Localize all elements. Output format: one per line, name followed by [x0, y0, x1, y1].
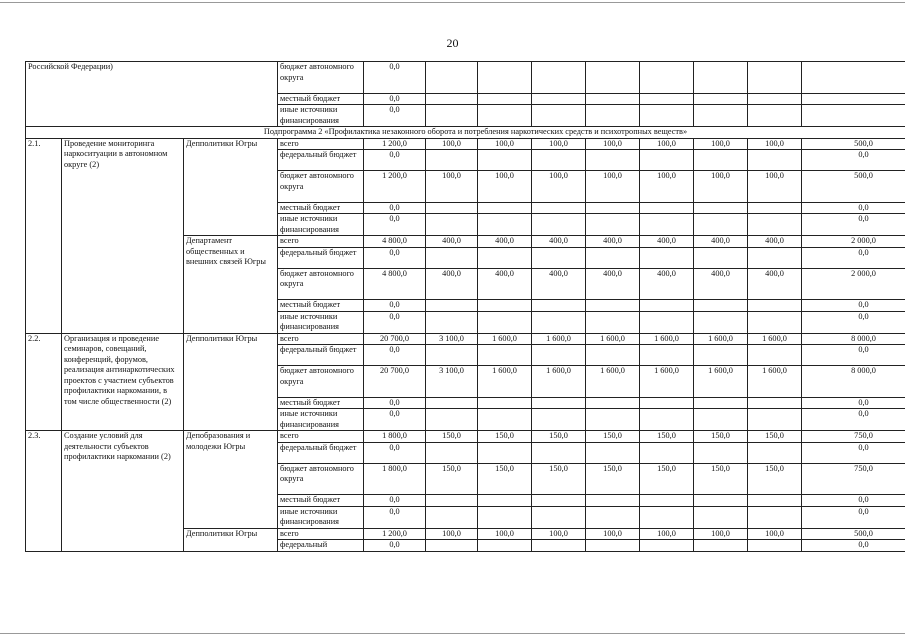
- amount-cell: [532, 442, 586, 463]
- amount-cell: 3 100,0: [426, 366, 478, 398]
- amount-cell: [748, 345, 802, 366]
- amount-cell: 100,0: [532, 138, 586, 150]
- funding-source: бюджет автономного округа: [278, 463, 364, 495]
- amount-cell: [478, 202, 532, 214]
- table-row: [26, 138, 905, 150]
- amount-cell: [426, 202, 478, 214]
- amount-cell: 100,0: [640, 528, 694, 540]
- amount-cell: [640, 300, 694, 312]
- amount-cell: 3 100,0: [426, 333, 478, 345]
- executor-name: Депполитики Югры: [184, 138, 278, 236]
- amount-cell: [694, 540, 748, 552]
- amount-cell: [532, 311, 586, 333]
- amount-cell: 150,0: [586, 463, 640, 495]
- amount-cell: [586, 202, 640, 214]
- amount-cell: 400,0: [640, 236, 694, 248]
- amount-cell: 100,0: [694, 528, 748, 540]
- amount-cell: 100,0: [426, 528, 478, 540]
- funding-source: всего: [278, 138, 364, 150]
- amount-cell: [426, 105, 478, 127]
- amount-cell: [532, 93, 586, 105]
- amount-cell: 150,0: [478, 431, 532, 443]
- amount-cell: 0,0: [802, 202, 905, 214]
- amount-cell: 2 000,0: [802, 268, 905, 300]
- amount-cell: [694, 442, 748, 463]
- amount-cell: 100,0: [640, 138, 694, 150]
- funding-source: федеральный бюджет: [278, 345, 364, 366]
- amount-cell: 1 200,0: [364, 528, 426, 540]
- amount-cell: 0,0: [364, 150, 426, 171]
- funding-source: всего: [278, 333, 364, 345]
- amount-cell: [694, 214, 748, 236]
- funding-source: местный бюджет: [278, 202, 364, 214]
- amount-cell: 100,0: [694, 171, 748, 203]
- amount-cell: 150,0: [586, 431, 640, 443]
- amount-cell: 0,0: [364, 247, 426, 268]
- amount-cell: 0,0: [364, 311, 426, 333]
- amount-cell: [426, 214, 478, 236]
- amount-cell: [640, 214, 694, 236]
- amount-cell: [640, 62, 694, 94]
- executor-name: Депобразования и молодежи Югры: [184, 431, 278, 529]
- amount-cell: 8 000,0: [802, 366, 905, 398]
- amount-cell: [586, 311, 640, 333]
- amount-cell: [748, 495, 802, 507]
- amount-cell: [748, 311, 802, 333]
- amount-cell: 100,0: [478, 171, 532, 203]
- item-name: Создание условий для деятельности субъектов профилактики наркомании (2): [62, 431, 184, 552]
- amount-cell: [694, 345, 748, 366]
- amount-cell: 0,0: [364, 202, 426, 214]
- funding-source: местный бюджет: [278, 495, 364, 507]
- amount-cell: 100,0: [426, 138, 478, 150]
- funding-source: бюджет автономного округа: [278, 171, 364, 203]
- item-number: 2.2.: [26, 333, 62, 431]
- amount-cell: [478, 495, 532, 507]
- amount-cell: [694, 300, 748, 312]
- amount-cell: [426, 506, 478, 528]
- amount-cell: [586, 442, 640, 463]
- amount-cell: [426, 345, 478, 366]
- amount-cell: [478, 214, 532, 236]
- funding-source: местный бюджет: [278, 93, 364, 105]
- amount-cell: 1 600,0: [532, 333, 586, 345]
- amount-cell: 1 600,0: [586, 366, 640, 398]
- amount-cell: 0,0: [364, 93, 426, 105]
- amount-cell: [640, 540, 694, 552]
- amount-cell: [694, 93, 748, 105]
- amount-cell: 100,0: [748, 171, 802, 203]
- amount-cell: 400,0: [694, 268, 748, 300]
- budget-table: [25, 61, 905, 552]
- amount-cell: [586, 93, 640, 105]
- funding-source: федеральный бюджет: [278, 442, 364, 463]
- amount-cell: [748, 62, 802, 94]
- amount-cell: [802, 93, 905, 105]
- amount-cell: 0,0: [802, 540, 905, 552]
- amount-cell: 1 600,0: [640, 366, 694, 398]
- table-row: [26, 62, 905, 94]
- amount-cell: [748, 202, 802, 214]
- funding-source: иные источники финансирования: [278, 409, 364, 431]
- table-row: [26, 431, 905, 443]
- amount-cell: [426, 300, 478, 312]
- amount-cell: [640, 311, 694, 333]
- amount-cell: [694, 202, 748, 214]
- amount-cell: [586, 62, 640, 94]
- funding-source: иные источники финансирования: [278, 506, 364, 528]
- funding-source: федеральный: [278, 540, 364, 552]
- amount-cell: 400,0: [640, 268, 694, 300]
- amount-cell: [426, 540, 478, 552]
- amount-cell: 500,0: [802, 138, 905, 150]
- amount-cell: [694, 150, 748, 171]
- amount-cell: 400,0: [532, 268, 586, 300]
- amount-cell: 0,0: [802, 300, 905, 312]
- amount-cell: [802, 105, 905, 127]
- amount-cell: 750,0: [802, 463, 905, 495]
- amount-cell: [532, 247, 586, 268]
- amount-cell: 500,0: [802, 528, 905, 540]
- amount-cell: [748, 214, 802, 236]
- amount-cell: [532, 506, 586, 528]
- amount-cell: 400,0: [532, 236, 586, 248]
- amount-cell: [694, 495, 748, 507]
- amount-cell: [532, 62, 586, 94]
- amount-cell: 100,0: [426, 171, 478, 203]
- funding-source: бюджет автономного округа: [278, 62, 364, 94]
- amount-cell: 500,0: [802, 171, 905, 203]
- amount-cell: 1 600,0: [478, 333, 532, 345]
- amount-cell: 0,0: [802, 442, 905, 463]
- amount-cell: 400,0: [748, 268, 802, 300]
- amount-cell: [694, 105, 748, 127]
- amount-cell: [586, 345, 640, 366]
- amount-cell: 150,0: [694, 463, 748, 495]
- amount-cell: 150,0: [478, 463, 532, 495]
- amount-cell: 400,0: [426, 236, 478, 248]
- funding-source: местный бюджет: [278, 300, 364, 312]
- amount-cell: 400,0: [426, 268, 478, 300]
- amount-cell: 150,0: [532, 463, 586, 495]
- amount-cell: 0,0: [364, 397, 426, 409]
- amount-cell: [586, 105, 640, 127]
- amount-cell: 0,0: [802, 214, 905, 236]
- amount-cell: 1 200,0: [364, 138, 426, 150]
- amount-cell: [426, 247, 478, 268]
- continuation-text: Российской Федерации): [26, 62, 278, 127]
- amount-cell: 100,0: [640, 171, 694, 203]
- amount-cell: [802, 62, 905, 94]
- amount-cell: 150,0: [640, 431, 694, 443]
- amount-cell: [478, 93, 532, 105]
- amount-cell: [748, 93, 802, 105]
- amount-cell: [478, 105, 532, 127]
- funding-source: бюджет автономного округа: [278, 366, 364, 398]
- amount-cell: 1 200,0: [364, 171, 426, 203]
- amount-cell: [586, 247, 640, 268]
- amount-cell: [586, 214, 640, 236]
- amount-cell: [640, 397, 694, 409]
- amount-cell: [748, 397, 802, 409]
- amount-cell: 100,0: [586, 138, 640, 150]
- amount-cell: 0,0: [364, 495, 426, 507]
- amount-cell: 100,0: [478, 138, 532, 150]
- scan-edge-top: [0, 2, 905, 3]
- amount-cell: [426, 409, 478, 431]
- amount-cell: [532, 214, 586, 236]
- amount-cell: 1 600,0: [532, 366, 586, 398]
- executor-name: Департамент общественных и внешних связей Югры: [184, 236, 278, 334]
- amount-cell: [532, 105, 586, 127]
- amount-cell: [478, 247, 532, 268]
- amount-cell: [478, 300, 532, 312]
- scan-edge-bottom: [0, 633, 905, 634]
- amount-cell: [532, 150, 586, 171]
- amount-cell: [426, 150, 478, 171]
- amount-cell: 400,0: [478, 236, 532, 248]
- funding-source: иные источники финансирования: [278, 214, 364, 236]
- amount-cell: 4 800,0: [364, 236, 426, 248]
- amount-cell: [748, 105, 802, 127]
- amount-cell: [426, 397, 478, 409]
- amount-cell: [426, 495, 478, 507]
- amount-cell: [640, 442, 694, 463]
- amount-cell: 0,0: [802, 495, 905, 507]
- amount-cell: 150,0: [748, 431, 802, 443]
- amount-cell: 0,0: [802, 311, 905, 333]
- amount-cell: 0,0: [364, 214, 426, 236]
- amount-cell: 400,0: [478, 268, 532, 300]
- amount-cell: [694, 62, 748, 94]
- amount-cell: 1 800,0: [364, 463, 426, 495]
- funding-source: всего: [278, 431, 364, 443]
- amount-cell: 2 000,0: [802, 236, 905, 248]
- amount-cell: [694, 397, 748, 409]
- amount-cell: 0,0: [802, 345, 905, 366]
- amount-cell: [532, 409, 586, 431]
- amount-cell: 0,0: [802, 397, 905, 409]
- page-number: 20: [446, 36, 459, 50]
- amount-cell: 0,0: [364, 62, 426, 94]
- amount-cell: 1 600,0: [586, 333, 640, 345]
- amount-cell: 400,0: [694, 236, 748, 248]
- funding-source: всего: [278, 528, 364, 540]
- amount-cell: 1 600,0: [694, 333, 748, 345]
- amount-cell: [640, 93, 694, 105]
- amount-cell: 8 000,0: [802, 333, 905, 345]
- amount-cell: [748, 409, 802, 431]
- amount-cell: [640, 409, 694, 431]
- amount-cell: 0,0: [364, 506, 426, 528]
- amount-cell: 100,0: [748, 528, 802, 540]
- amount-cell: 750,0: [802, 431, 905, 443]
- amount-cell: 0,0: [364, 105, 426, 127]
- amount-cell: [640, 495, 694, 507]
- subprogram-row: [26, 127, 905, 139]
- funding-source: бюджет автономного округа: [278, 268, 364, 300]
- amount-cell: 4 800,0: [364, 268, 426, 300]
- amount-cell: 100,0: [532, 528, 586, 540]
- amount-cell: [532, 202, 586, 214]
- amount-cell: [532, 495, 586, 507]
- amount-cell: [426, 93, 478, 105]
- amount-cell: 400,0: [748, 236, 802, 248]
- amount-cell: [748, 150, 802, 171]
- amount-cell: [532, 345, 586, 366]
- amount-cell: [586, 150, 640, 171]
- amount-cell: [586, 300, 640, 312]
- amount-cell: 150,0: [640, 463, 694, 495]
- amount-cell: [478, 506, 532, 528]
- amount-cell: 20 700,0: [364, 366, 426, 398]
- amount-cell: 0,0: [802, 247, 905, 268]
- amount-cell: 20 700,0: [364, 333, 426, 345]
- amount-cell: 0,0: [802, 506, 905, 528]
- amount-cell: 0,0: [364, 300, 426, 312]
- amount-cell: [586, 506, 640, 528]
- amount-cell: [426, 311, 478, 333]
- amount-cell: [586, 540, 640, 552]
- amount-cell: [586, 495, 640, 507]
- amount-cell: [478, 540, 532, 552]
- item-number: 2.1.: [26, 138, 62, 333]
- amount-cell: [640, 202, 694, 214]
- item-name: Проведение мониторинга наркоситуации в автономном округе (2): [62, 138, 184, 333]
- amount-cell: [640, 150, 694, 171]
- funding-source: местный бюджет: [278, 397, 364, 409]
- amount-cell: [478, 409, 532, 431]
- amount-cell: 1 600,0: [748, 333, 802, 345]
- amount-cell: [478, 397, 532, 409]
- amount-cell: [748, 540, 802, 552]
- funding-source: всего: [278, 236, 364, 248]
- amount-cell: 100,0: [586, 171, 640, 203]
- amount-cell: 150,0: [426, 431, 478, 443]
- amount-cell: [748, 247, 802, 268]
- item-number: 2.3.: [26, 431, 62, 552]
- amount-cell: [532, 300, 586, 312]
- amount-cell: [694, 247, 748, 268]
- amount-cell: [478, 311, 532, 333]
- amount-cell: 400,0: [586, 268, 640, 300]
- amount-cell: 1 600,0: [478, 366, 532, 398]
- amount-cell: [640, 345, 694, 366]
- funding-source: федеральный бюджет: [278, 150, 364, 171]
- amount-cell: [586, 397, 640, 409]
- amount-cell: 0,0: [364, 345, 426, 366]
- amount-cell: [694, 409, 748, 431]
- amount-cell: 0,0: [802, 150, 905, 171]
- amount-cell: [694, 506, 748, 528]
- amount-cell: 1 600,0: [748, 366, 802, 398]
- amount-cell: [586, 409, 640, 431]
- amount-cell: [640, 105, 694, 127]
- amount-cell: 400,0: [586, 236, 640, 248]
- amount-cell: 100,0: [748, 138, 802, 150]
- amount-cell: [640, 247, 694, 268]
- item-name: Организация и проведение семинаров, совещаний, конференций, форумов, реализация антинаркотических проектов с участием субъектов профилактики наркомании, в том числе общественности (2): [62, 333, 184, 431]
- amount-cell: 0,0: [364, 540, 426, 552]
- funding-source: иные источники финансирования: [278, 105, 364, 127]
- subprogram-title: Подпрограмма 2 «Профилактика незаконного оборота и потребления наркотических средств и психотропных веществ»: [26, 127, 905, 139]
- amount-cell: [640, 506, 694, 528]
- amount-cell: 100,0: [532, 171, 586, 203]
- amount-cell: 0,0: [364, 409, 426, 431]
- amount-cell: [478, 345, 532, 366]
- funding-source: федеральный бюджет: [278, 247, 364, 268]
- executor-name: Депполитики Югры: [184, 333, 278, 431]
- amount-cell: [478, 442, 532, 463]
- amount-cell: 150,0: [426, 463, 478, 495]
- amount-cell: [748, 506, 802, 528]
- amount-cell: [426, 62, 478, 94]
- amount-cell: 100,0: [478, 528, 532, 540]
- amount-cell: 1 800,0: [364, 431, 426, 443]
- amount-cell: 1 600,0: [640, 333, 694, 345]
- amount-cell: [748, 442, 802, 463]
- table-row: [26, 333, 905, 345]
- amount-cell: [478, 150, 532, 171]
- amount-cell: 0,0: [364, 442, 426, 463]
- amount-cell: 100,0: [586, 528, 640, 540]
- amount-cell: 0,0: [802, 409, 905, 431]
- executor-name: Депполитики Югры: [184, 528, 278, 551]
- funding-source: иные источники финансирования: [278, 311, 364, 333]
- amount-cell: 150,0: [532, 431, 586, 443]
- amount-cell: [694, 311, 748, 333]
- amount-cell: [532, 540, 586, 552]
- amount-cell: 150,0: [694, 431, 748, 443]
- amount-cell: 1 600,0: [694, 366, 748, 398]
- amount-cell: 150,0: [748, 463, 802, 495]
- amount-cell: [426, 442, 478, 463]
- amount-cell: [748, 300, 802, 312]
- amount-cell: [478, 62, 532, 94]
- amount-cell: [532, 397, 586, 409]
- amount-cell: 100,0: [694, 138, 748, 150]
